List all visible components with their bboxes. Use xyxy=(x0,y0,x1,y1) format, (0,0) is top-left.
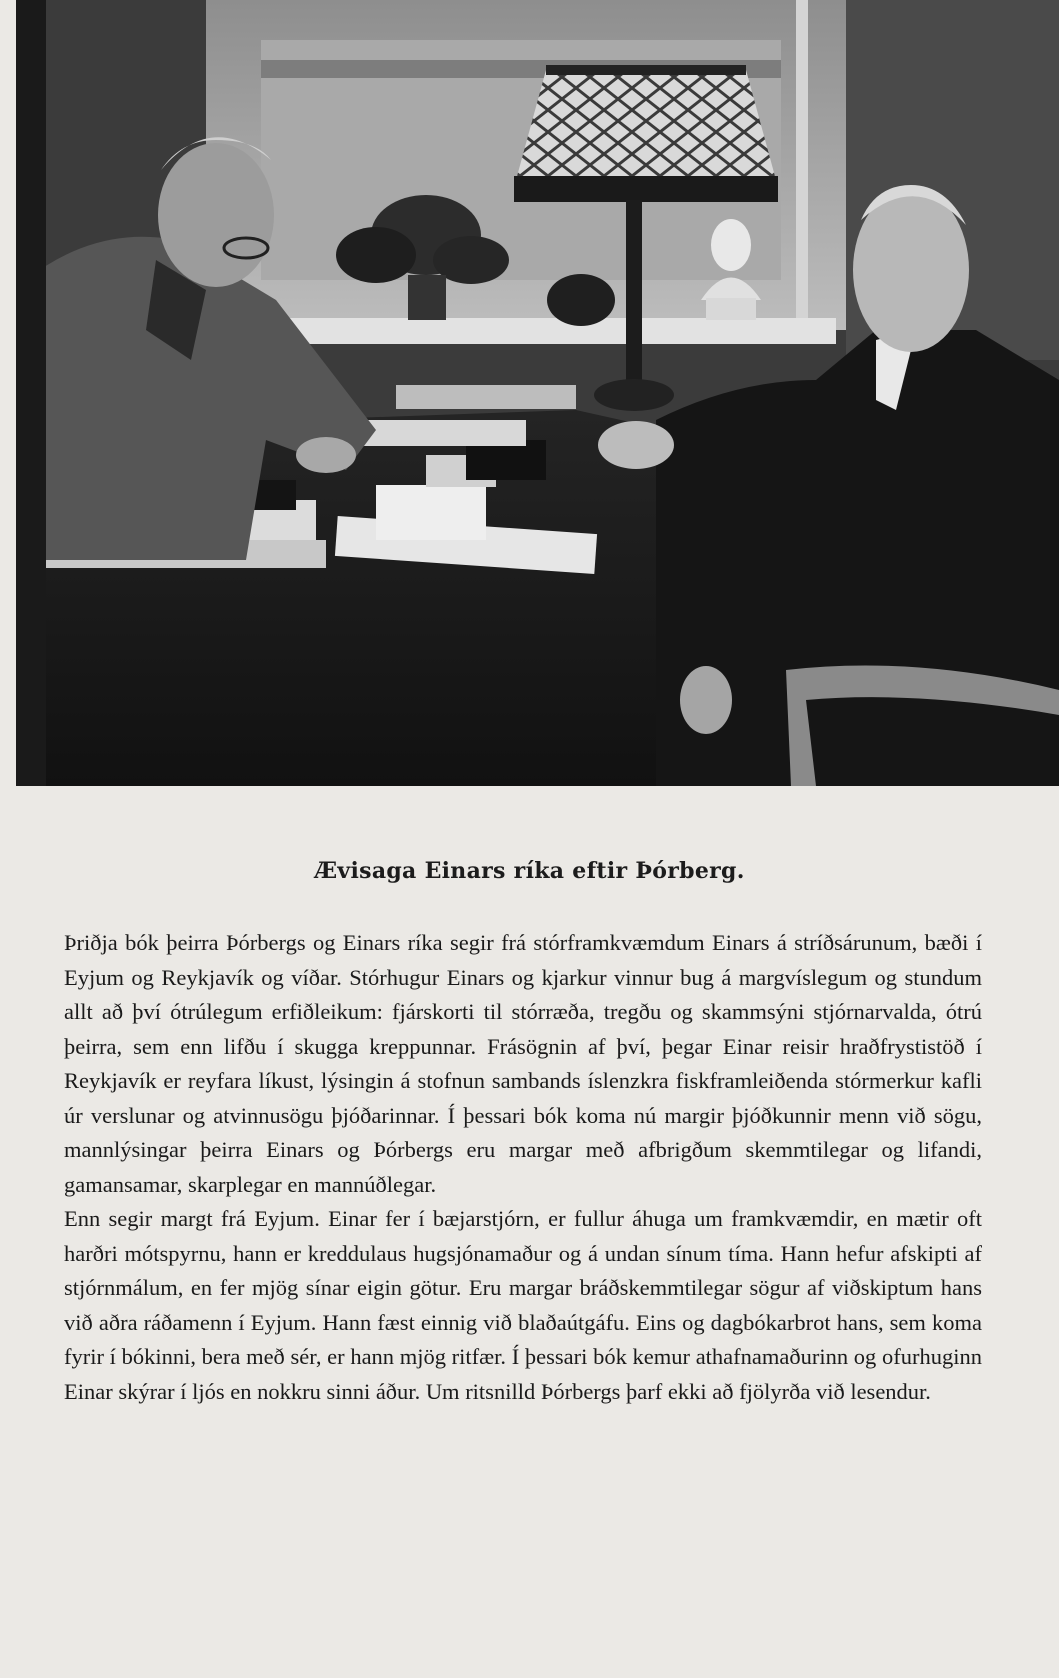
description-paragraph: Þriðja bók þeirra Þórbergs og Einars ríka segir frá stórframkvæmdum Einars á stríðsárunum, bæði í Eyjum og Reykjavík og víðar. Stórhugur Einars og kjarkur vinnur bug á margvíslegum og stundum allt að því ótrúlegum erfiðleikum: fjárskorti til stórræða, tregðu og skammsýni stjórnarvalda, ótrú þeirra, sem enn lifðu í skugga kreppunnar. Frásögnin af því, þegar Einar reisir hraðfrystistöð í Reykjavík er reyfara líkust, lýsingin á stofnun sambands íslenzkra fiskframleiðenda stórmerkur kafli úr verslunar og atvinnusögu þjóðarinnar. Í þessari bók koma nú margir þjóðkunnir menn við sögu, mannlýsingar þeirra Einars og Þórbergs eru margar með afbrigðum skemmtilegar og lifandi, gamansamar, skarplegar en mannúðlegar. xyxy=(64,930,982,1197)
pumpkin xyxy=(547,274,615,326)
book-description xyxy=(64,926,982,1409)
description-paragraph: Enn segir margt frá Eyjum. Einar fer í bæjarstjórn, er fullur áhuga um framkvæmdir, en mætir oft harðri mótspyrnu, hann er kreddulaus hugsjónamaður og á undan sínum tíma. Hann hefur afskipti af stjórnmálum, en fer mjög sínar eigin götur. Eru margar bráðskemmtilegar sögur af viðskiptum hans við aðra ráðamenn í Eyjum. Hann fæst einnig við blaðaútgáfu. Eins og dagbókarbrot hans, sem koma fyrir í bókinni, bera með sér, er hann mjög ritfær. Í þessari bók kemur athafnamaðurinn og ofurhuginn Einar skýrar í ljós en nokkru sinni áður. Um ritsnilld Þórbergs þarf ekki að fjölyrða við lesendur. xyxy=(64,1206,982,1404)
cover-photo xyxy=(16,0,1059,786)
book-title: Ævisaga Einars ríka eftir Þórberg. xyxy=(314,858,745,884)
photo-illustration xyxy=(16,0,1059,786)
